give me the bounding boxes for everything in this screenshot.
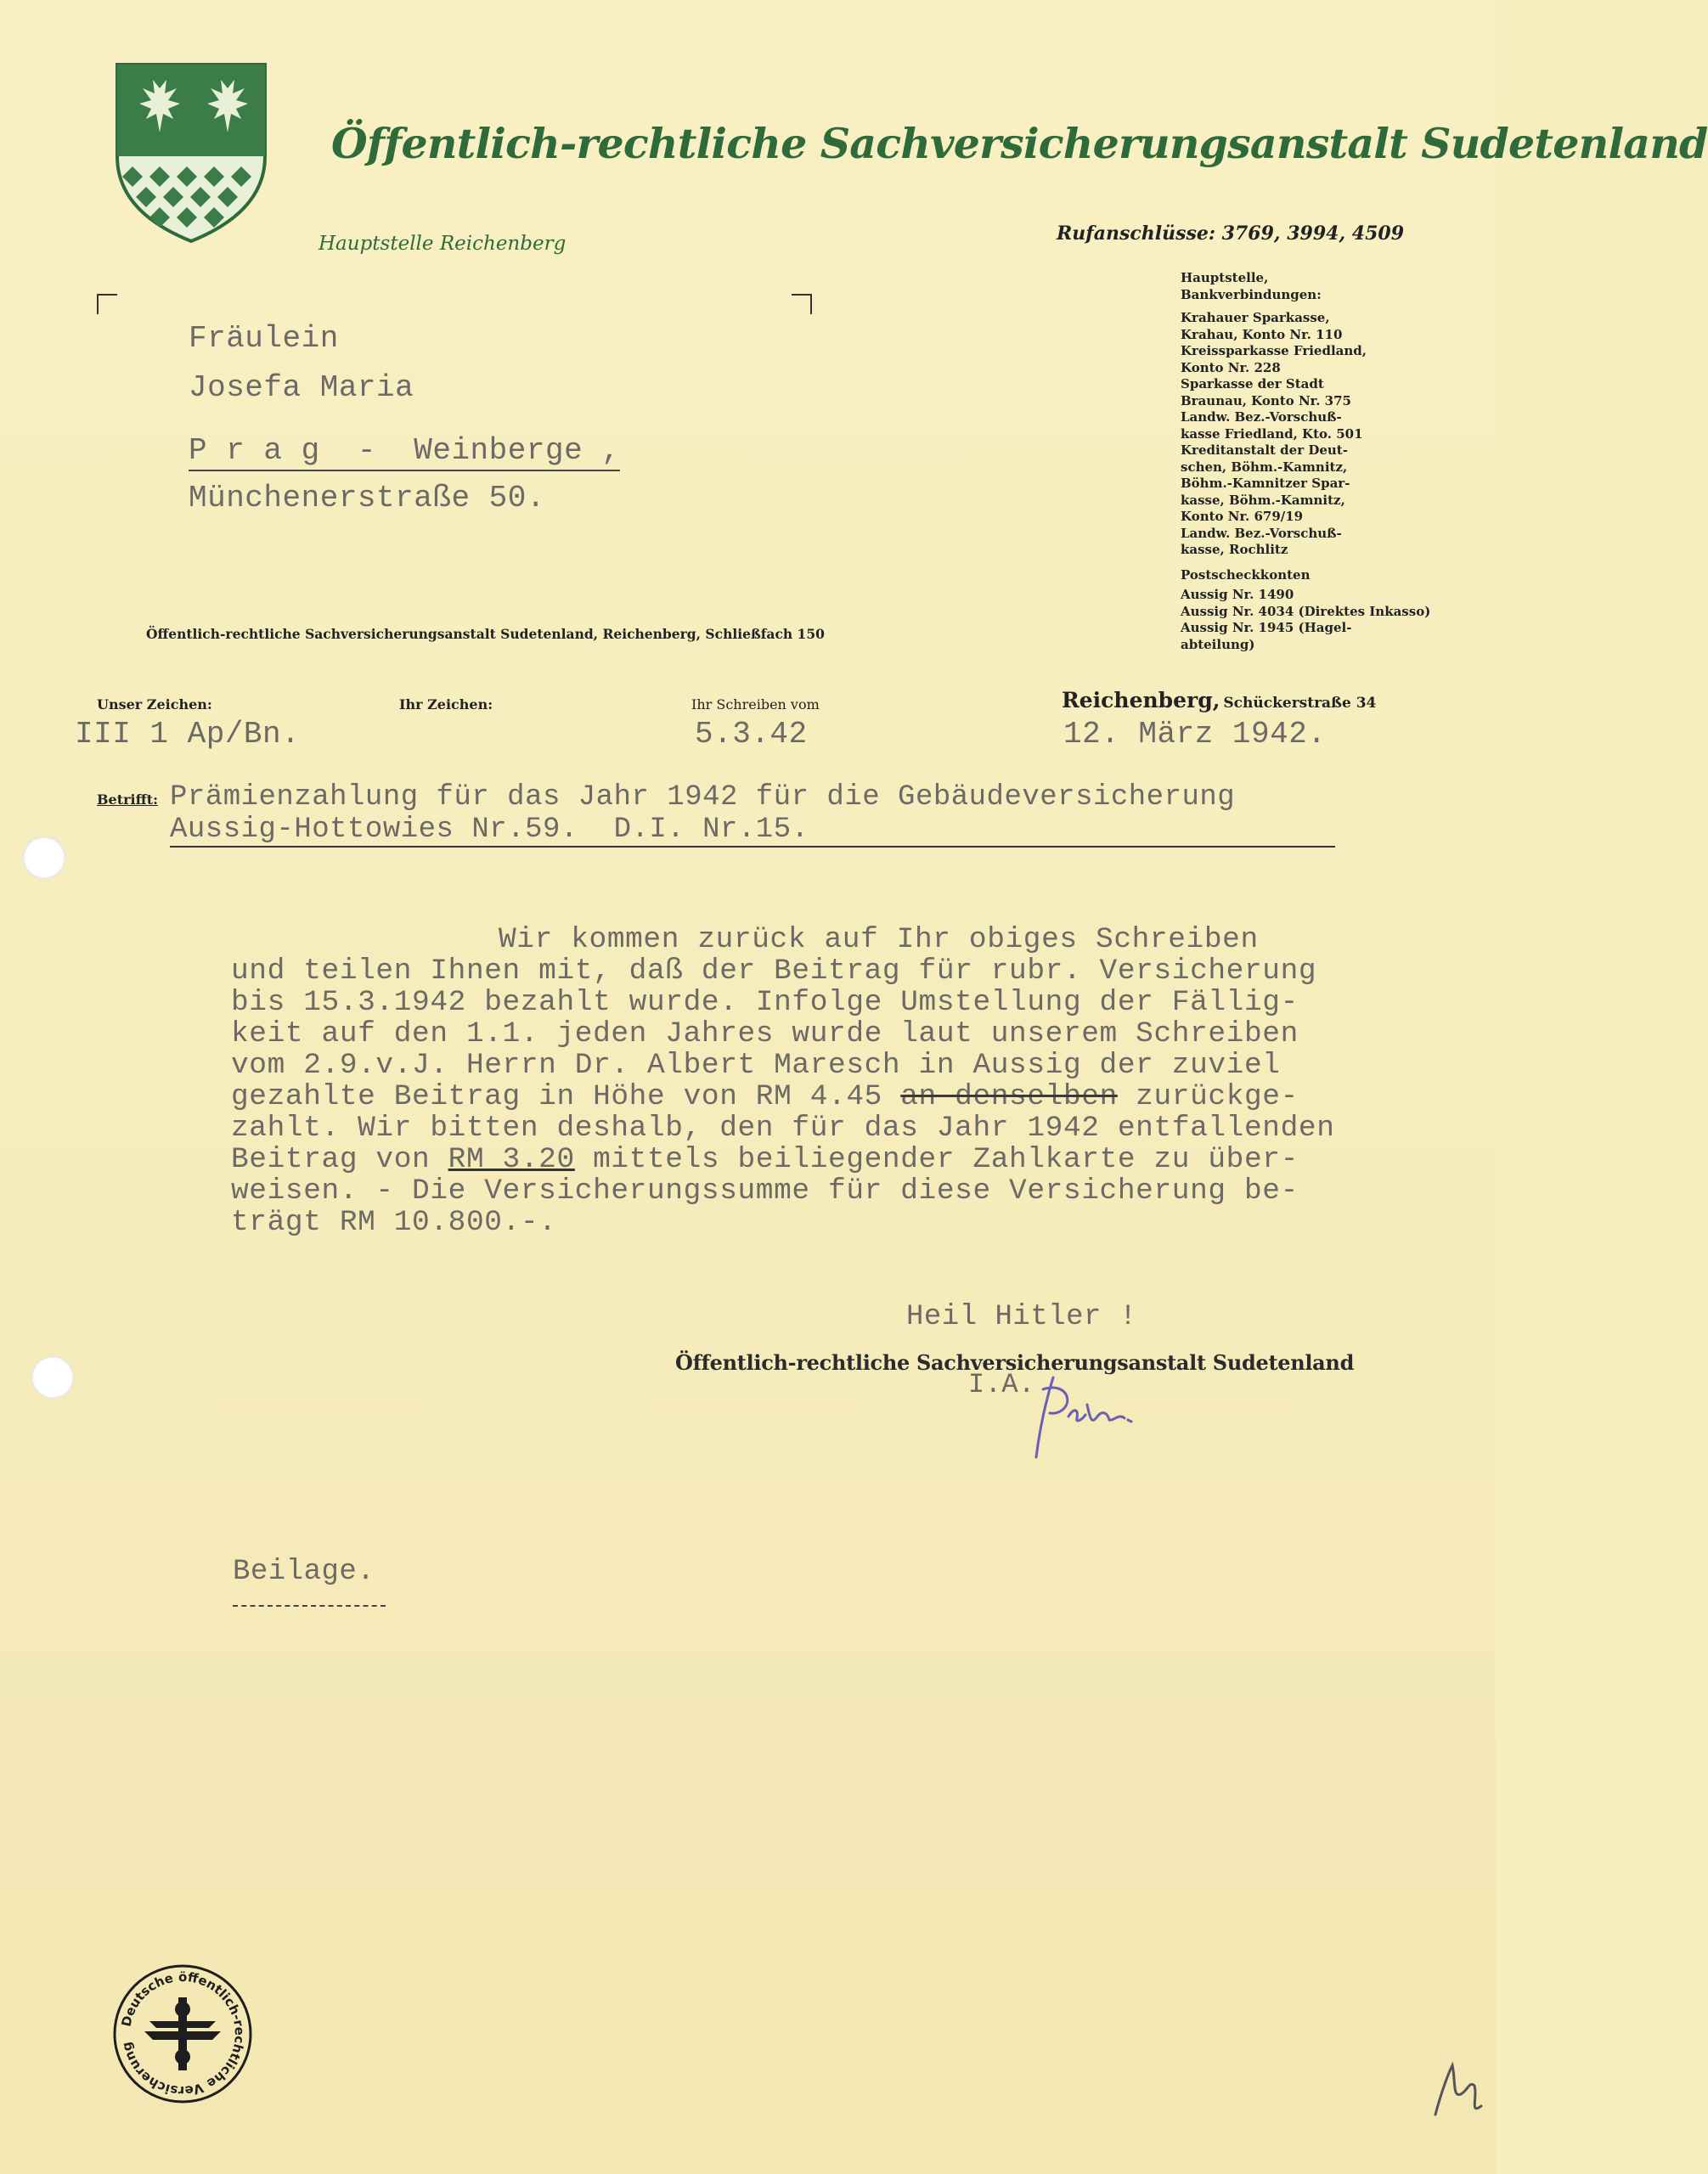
postal-line: Aussig Nr. 1490: [1181, 587, 1294, 602]
body-text: mittels beiliegender Zahlkarte zu über-: [574, 1143, 1299, 1176]
body-line: [231, 1144, 1335, 1175]
closing-greeting: Heil Hitler !: [906, 1301, 1137, 1333]
branch-name: Hauptstelle Reichenberg: [318, 233, 567, 255]
coat-of-arms-logo: [116, 63, 267, 243]
bank-line: Landw. Bez.-Vorschuß-: [1181, 409, 1342, 425]
body-line: Wir kommen zurück auf Ihr obiges Schreiben: [499, 923, 1259, 956]
subject-line-2: Aussig-Hottowies Nr.59. D.I. Nr.15.: [170, 814, 809, 846]
subject-line-1: Prämienzahlung für das Jahr 1942 für die Gebäudeversicherung: [170, 781, 1236, 814]
body-text: gezahlte Beitrag in Höhe von RM 4.45: [231, 1080, 901, 1113]
our-reference-value: III 1 Ap/Bn.: [75, 717, 301, 752]
punch-hole-top: [23, 836, 65, 879]
body-text: Beitrag von: [231, 1143, 448, 1176]
enclosure-underline: [233, 1605, 386, 1607]
your-reference-label: Ihr Zeichen:: [399, 696, 493, 712]
postal-line: abteilung): [1181, 636, 1255, 652]
address-crop-mark-right: [792, 294, 812, 314]
handwritten-signature: [1019, 1371, 1155, 1464]
bank-line: kasse Friedland, Kto. 501: [1181, 425, 1363, 442]
body-line: weisen. - Die Versicherungssumme für diese Versicherung be-: [231, 1174, 1299, 1208]
recipient-name: Josefa Maria: [189, 370, 414, 405]
address-crop-mark-left: [97, 294, 117, 314]
bank-line: Landw. Bez.-Vorschuß-: [1181, 525, 1342, 541]
place-line: [1062, 688, 1376, 712]
enclosure-label: Beilage.: [233, 1556, 375, 1588]
company-name: Öffentlich-rechtliche Sachversicherungsanstalt Sudetenland: [331, 119, 1708, 168]
body-line: zahlt. Wir bitten deshalb, den für das Jahr 1942 entfallenden: [231, 1112, 1335, 1145]
our-reference-label: Unser Zeichen:: [97, 696, 212, 712]
recipient-street: Münchenerstraße 50.: [189, 481, 545, 515]
bank-line: Braunau, Konto Nr. 375: [1181, 392, 1351, 408]
bank-line: kasse, Böhm.-Kamnitz,: [1181, 492, 1345, 508]
postal-line: Aussig Nr. 1945 (Hagel-: [1181, 620, 1352, 635]
recipient-salutation: Fräulein: [189, 321, 339, 356]
letter-date: 12. März 1942.: [1063, 717, 1327, 752]
your-letter-label: Ihr Schreiben vom: [691, 696, 820, 712]
bank-line: Konto Nr. 228: [1181, 359, 1281, 375]
underlined-amount: RM 3.20: [448, 1143, 575, 1176]
bank-line: Böhm.-Kamnitzer Spar-: [1181, 476, 1350, 491]
bank-line: Krahauer Sparkasse,: [1181, 310, 1330, 325]
bank-line: kasse, Rochlitz: [1181, 542, 1288, 557]
company-stamp: Öffentlich-rechtliche Sachversicherungsanstalt Sudetenland: [675, 1350, 1355, 1375]
bank-details: [1181, 270, 1435, 653]
body-line: [231, 1081, 1335, 1112]
body-line: bis 15.3.1942 bezahlt wurde. Infolge Umstellung der Fällig-: [231, 986, 1299, 1019]
postal-heading: Postscheckkonten: [1181, 566, 1311, 583]
pencil-mark: [1427, 2055, 1495, 2132]
bank-line: Konto Nr. 679/19: [1181, 509, 1304, 524]
ia-mark: I.A.: [968, 1369, 1035, 1400]
body-line: trägt RM 10.800.-.: [231, 1206, 557, 1239]
bank-line: Sparkasse der Stadt: [1181, 376, 1324, 391]
body-line: keit auf den 1.1. jeden Jahres wurde laut unserem Schreiben: [231, 1017, 1299, 1050]
subject-underline: [170, 846, 1335, 848]
insurance-seal: [110, 1962, 255, 2106]
return-address: Öffentlich-rechtliche Sachversicherungsanstalt Sudetenland, Reichenberg, Schließfach 150: [146, 626, 825, 642]
body-text: zurückge-: [1117, 1080, 1299, 1113]
punch-hole-bottom: [31, 1356, 74, 1399]
place-label: Reichenberg,: [1062, 688, 1220, 712]
seal-text: Deutsche öffentlich-rechtliche Versicherung: [118, 1968, 248, 2099]
struck-text: an denselben: [900, 1080, 1118, 1113]
bank-line: Krahau, Konto Nr. 110: [1181, 326, 1343, 342]
postal-line: Aussig Nr. 4034 (Direktes Inkasso): [1181, 603, 1431, 619]
bank-line: Kreissparkasse Friedland,: [1181, 343, 1367, 358]
letter-body: [231, 924, 1335, 1238]
recipient-city: P r a g - Weinberge ,: [189, 433, 620, 471]
place-street: Schückerstraße 34: [1223, 695, 1377, 712]
phone-numbers: Rufanschlüsse: 3769, 3994, 4509: [1057, 222, 1404, 245]
bank-line: schen, Böhm.-Kamnitz,: [1181, 459, 1348, 475]
bank-line: Kreditanstalt der Deut-: [1181, 442, 1348, 458]
body-line: und teilen Ihnen mit, daß der Beitrag für rubr. Versicherung: [231, 955, 1317, 988]
body-line: vom 2.9.v.J. Herrn Dr. Albert Maresch in Aussig der zuviel: [231, 1049, 1281, 1082]
bank-heading: Hauptstelle, Bankverbindungen:: [1181, 270, 1322, 302]
subject-label: Betrifft:: [97, 791, 159, 808]
your-letter-date: 5.3.42: [695, 717, 808, 752]
